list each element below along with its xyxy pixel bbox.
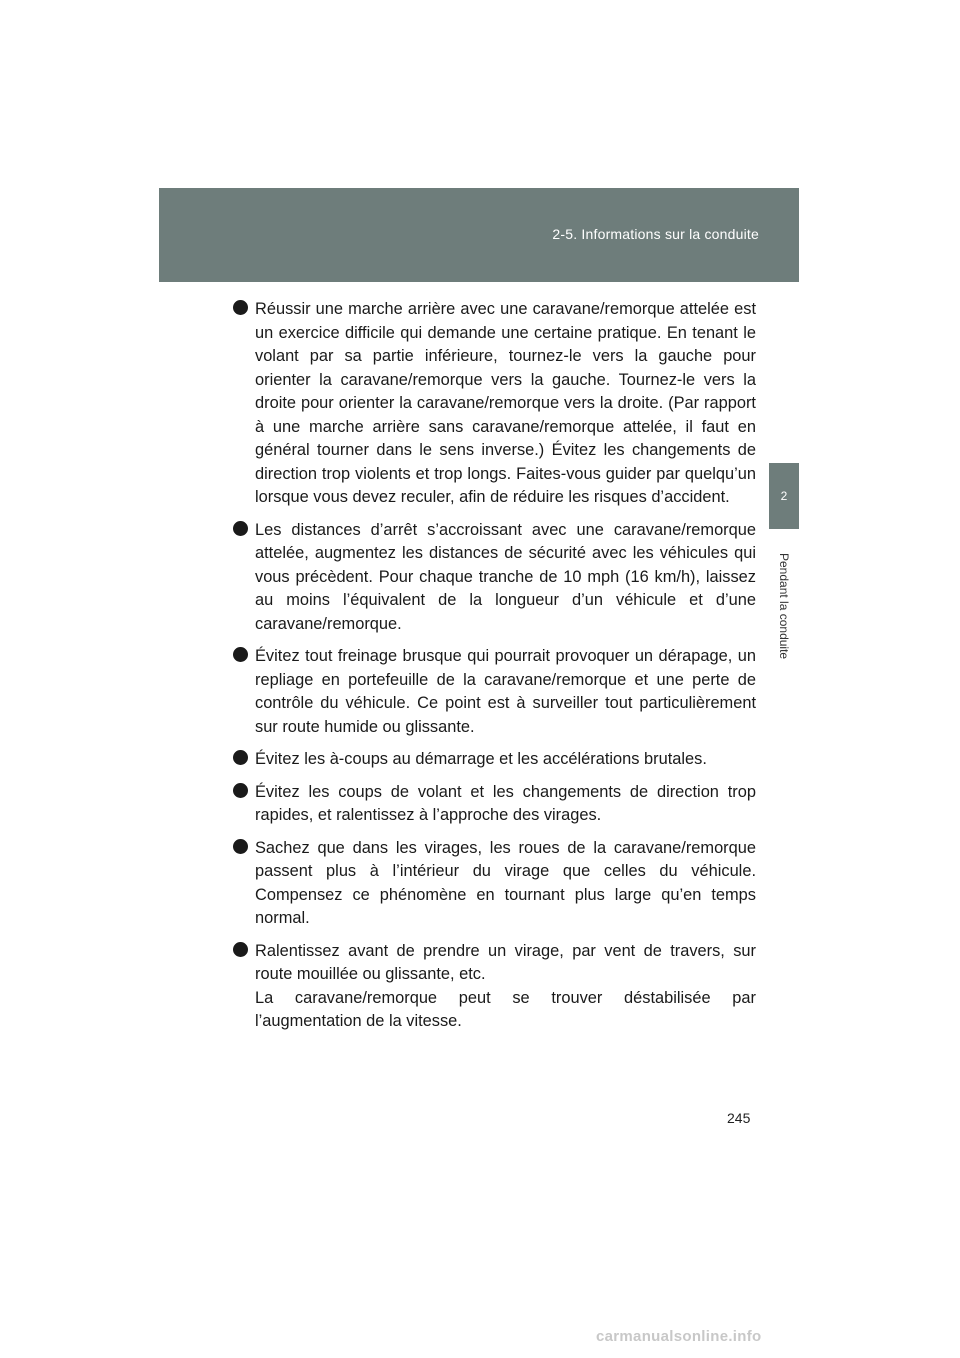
section-title: 2-5. Informations sur la conduite <box>552 226 759 242</box>
bullet-text: Ralentissez avant de prendre un virage, par vent de travers, sur route mouillée ou glissante, etc. <box>255 941 756 983</box>
bullet-item <box>233 781 756 828</box>
bullet-dot-icon <box>233 783 248 798</box>
bullet-dot-icon <box>233 300 248 315</box>
bullet-text: Évitez les à-coups au démarrage et les accélérations brutales. <box>255 750 707 768</box>
bullet-text: Sachez que dans les virages, les roues de la caravane/remorque passent plus à l’intérieur du virage que celles du véhicule. Compensez ce phénomène en tournant plus large qu’en temps normal. <box>255 838 756 927</box>
page-number: 245 <box>727 1110 751 1126</box>
main-content <box>233 298 756 1043</box>
bullet-text: Évitez tout freinage brusque qui pourrait provoquer un dérapage, un repliage en portefeuille de la caravane/remorque et une perte de contrôle du véhicule. Ce point est à surveiller tout particulièrement sur route humide ou glissante. <box>255 647 756 736</box>
bullet-item <box>233 837 756 931</box>
footer-watermark: carmanualsonline.info <box>596 1328 762 1345</box>
bullet-dot-icon <box>233 750 248 765</box>
bullet-text: Réussir une marche arrière avec une caravane/remorque attelée est un exercice difficile qui demande une certaine pratique. En tenant le volant par sa partie inférieure, tournez-le vers la gauche pour orienter la caravane/remorque vers la gauche. Tournez-le vers la droite pour orienter la caravane/remorque vers la droite. (Par rapport à une marche arrière sans caravane/remorque attelée, il faut en général tourner dans le sens inverse.) Évitez les changements de direction trop violents et trop longs. Faites-vous guider par quelqu’un lorsque vous devez reculer, afin de réduire les risques d’accident. <box>255 300 756 506</box>
header-band <box>159 188 799 282</box>
bullet-item <box>233 645 756 739</box>
bullet-dot-icon <box>233 647 248 662</box>
bullet-item <box>233 519 756 637</box>
bullet-item <box>233 748 756 772</box>
chapter-number: 2 <box>780 489 788 503</box>
bullet-dot-icon <box>233 942 248 957</box>
bullet-item <box>233 940 756 1034</box>
bullet-text: Les distances d’arrêt s’accroissant avec une caravane/remorque attelée, augmentez les distances de sécurité avec les véhicules qui vous précèdent. Pour chaque tranche de 10 mph (16 km/h), laissez au moins l’équivalent de la longueur d’un véhicule et d’une caravane/remorque. <box>255 520 756 633</box>
bullet-text: Évitez les coups de volant et les changements de direction trop rapides, et ralentissez à l’approche des virages. <box>255 782 756 824</box>
chapter-label-container <box>769 536 799 676</box>
bullet-item <box>233 298 756 510</box>
bullet-dot-icon <box>233 839 248 854</box>
chapter-tab <box>769 463 799 529</box>
bullet-text-continued: La caravane/remorque peut se trouver déstabilisée par l’augmentation de la vitesse. <box>255 988 756 1030</box>
chapter-label: Pendant la conduite <box>777 552 791 660</box>
bullet-dot-icon <box>233 521 248 536</box>
